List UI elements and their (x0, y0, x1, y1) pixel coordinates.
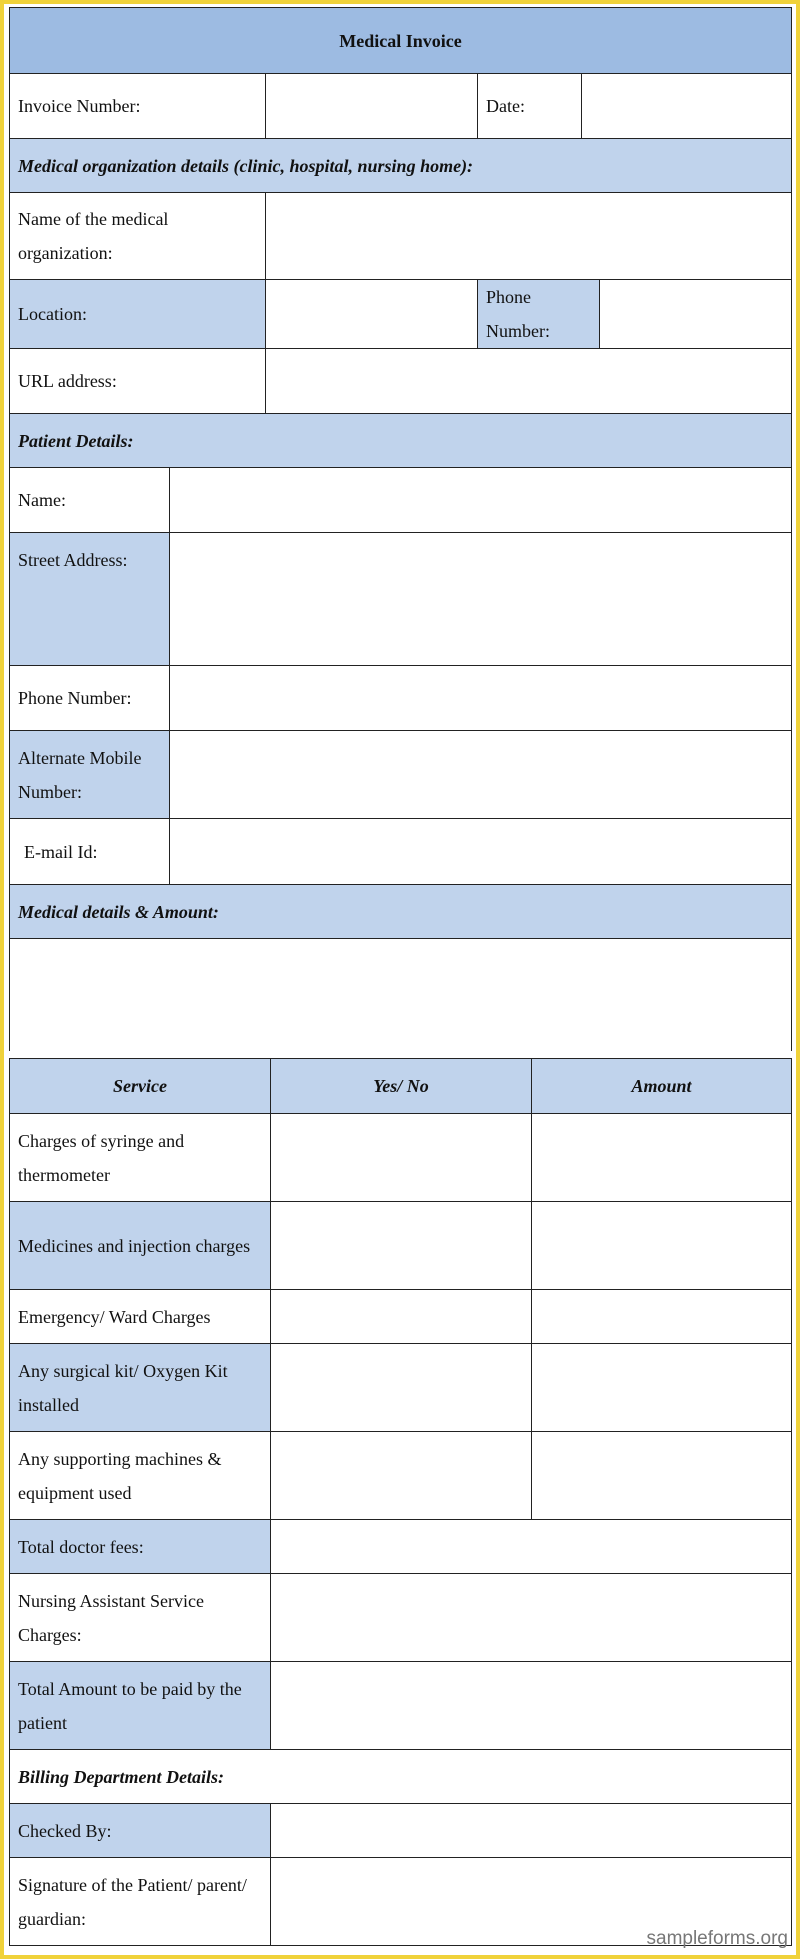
alt-mobile-field[interactable] (170, 731, 792, 819)
phone-number-label: Phone Number: (478, 280, 600, 349)
medical-section-header: Medical details & Amount: (10, 885, 792, 939)
signature-label: Signature of the Patient/ parent/ guardian: (10, 1858, 271, 1946)
patient-phone-label: Phone Number: (10, 666, 170, 731)
org-name-field[interactable] (266, 193, 792, 280)
form-title: Medical Invoice (10, 8, 792, 74)
street-address-field[interactable] (170, 533, 792, 666)
services-table (9, 1058, 792, 1946)
watermark: sampleforms.org (646, 1928, 788, 1949)
service-row-label: Any supporting machines & equipment used (10, 1432, 271, 1520)
amount-field[interactable] (532, 1202, 792, 1290)
service-row-label: Emergency/ Ward Charges (10, 1290, 271, 1344)
invoice-details-table (9, 7, 792, 1051)
service-row-label: Any surgical kit/ Oxygen Kit installed (10, 1344, 271, 1432)
patient-name-label: Name: (10, 468, 170, 533)
amount-field[interactable] (532, 1114, 792, 1202)
street-address-label: Street Address: (10, 533, 170, 666)
invoice-number-field[interactable] (266, 74, 478, 139)
org-section-header: Medical organization details (clinic, hospital, nursing home): (10, 139, 792, 193)
total-doctor-fees-label: Total doctor fees: (10, 1520, 271, 1574)
total-doctor-fees-field[interactable] (271, 1520, 792, 1574)
url-label: URL address: (10, 349, 266, 414)
medical-details-field[interactable] (10, 939, 792, 1051)
alt-mobile-label: Alternate Mobile Number: (10, 731, 170, 819)
nursing-charges-field[interactable] (271, 1574, 792, 1662)
location-field[interactable] (266, 280, 478, 349)
billing-section-header: Billing Department Details: (10, 1750, 792, 1804)
patient-section-header: Patient Details: (10, 414, 792, 468)
yes-no-field[interactable] (271, 1432, 532, 1520)
phone-number-field[interactable] (600, 280, 792, 349)
amount-column-header: Amount (532, 1059, 792, 1114)
org-name-label: Name of the medical organization: (10, 193, 266, 280)
location-label: Location: (10, 280, 266, 349)
checked-by-field[interactable] (271, 1804, 792, 1858)
email-label: E-mail Id: (10, 819, 170, 885)
checked-by-label: Checked By: (10, 1804, 271, 1858)
patient-name-field[interactable] (170, 468, 792, 533)
total-amount-label: Total Amount to be paid by the patient (10, 1662, 271, 1750)
total-amount-field[interactable] (271, 1662, 792, 1750)
yes-no-field[interactable] (271, 1202, 532, 1290)
date-field[interactable] (582, 74, 792, 139)
amount-field[interactable] (532, 1290, 792, 1344)
service-row-label: Charges of syringe and thermometer (10, 1114, 271, 1202)
amount-field[interactable] (532, 1432, 792, 1520)
yes-no-field[interactable] (271, 1344, 532, 1432)
patient-phone-field[interactable] (170, 666, 792, 731)
amount-field[interactable] (532, 1344, 792, 1432)
url-field[interactable] (266, 349, 792, 414)
service-column-header: Service (10, 1059, 271, 1114)
email-field[interactable] (170, 819, 792, 885)
yes-no-field[interactable] (271, 1290, 532, 1344)
date-label: Date: (478, 74, 582, 139)
yes-no-field[interactable] (271, 1114, 532, 1202)
yes-no-column-header: Yes/ No (271, 1059, 532, 1114)
invoice-number-label: Invoice Number: (10, 74, 266, 139)
nursing-charges-label: Nursing Assistant Service Charges: (10, 1574, 271, 1662)
service-row-label: Medicines and injection charges (10, 1202, 271, 1290)
